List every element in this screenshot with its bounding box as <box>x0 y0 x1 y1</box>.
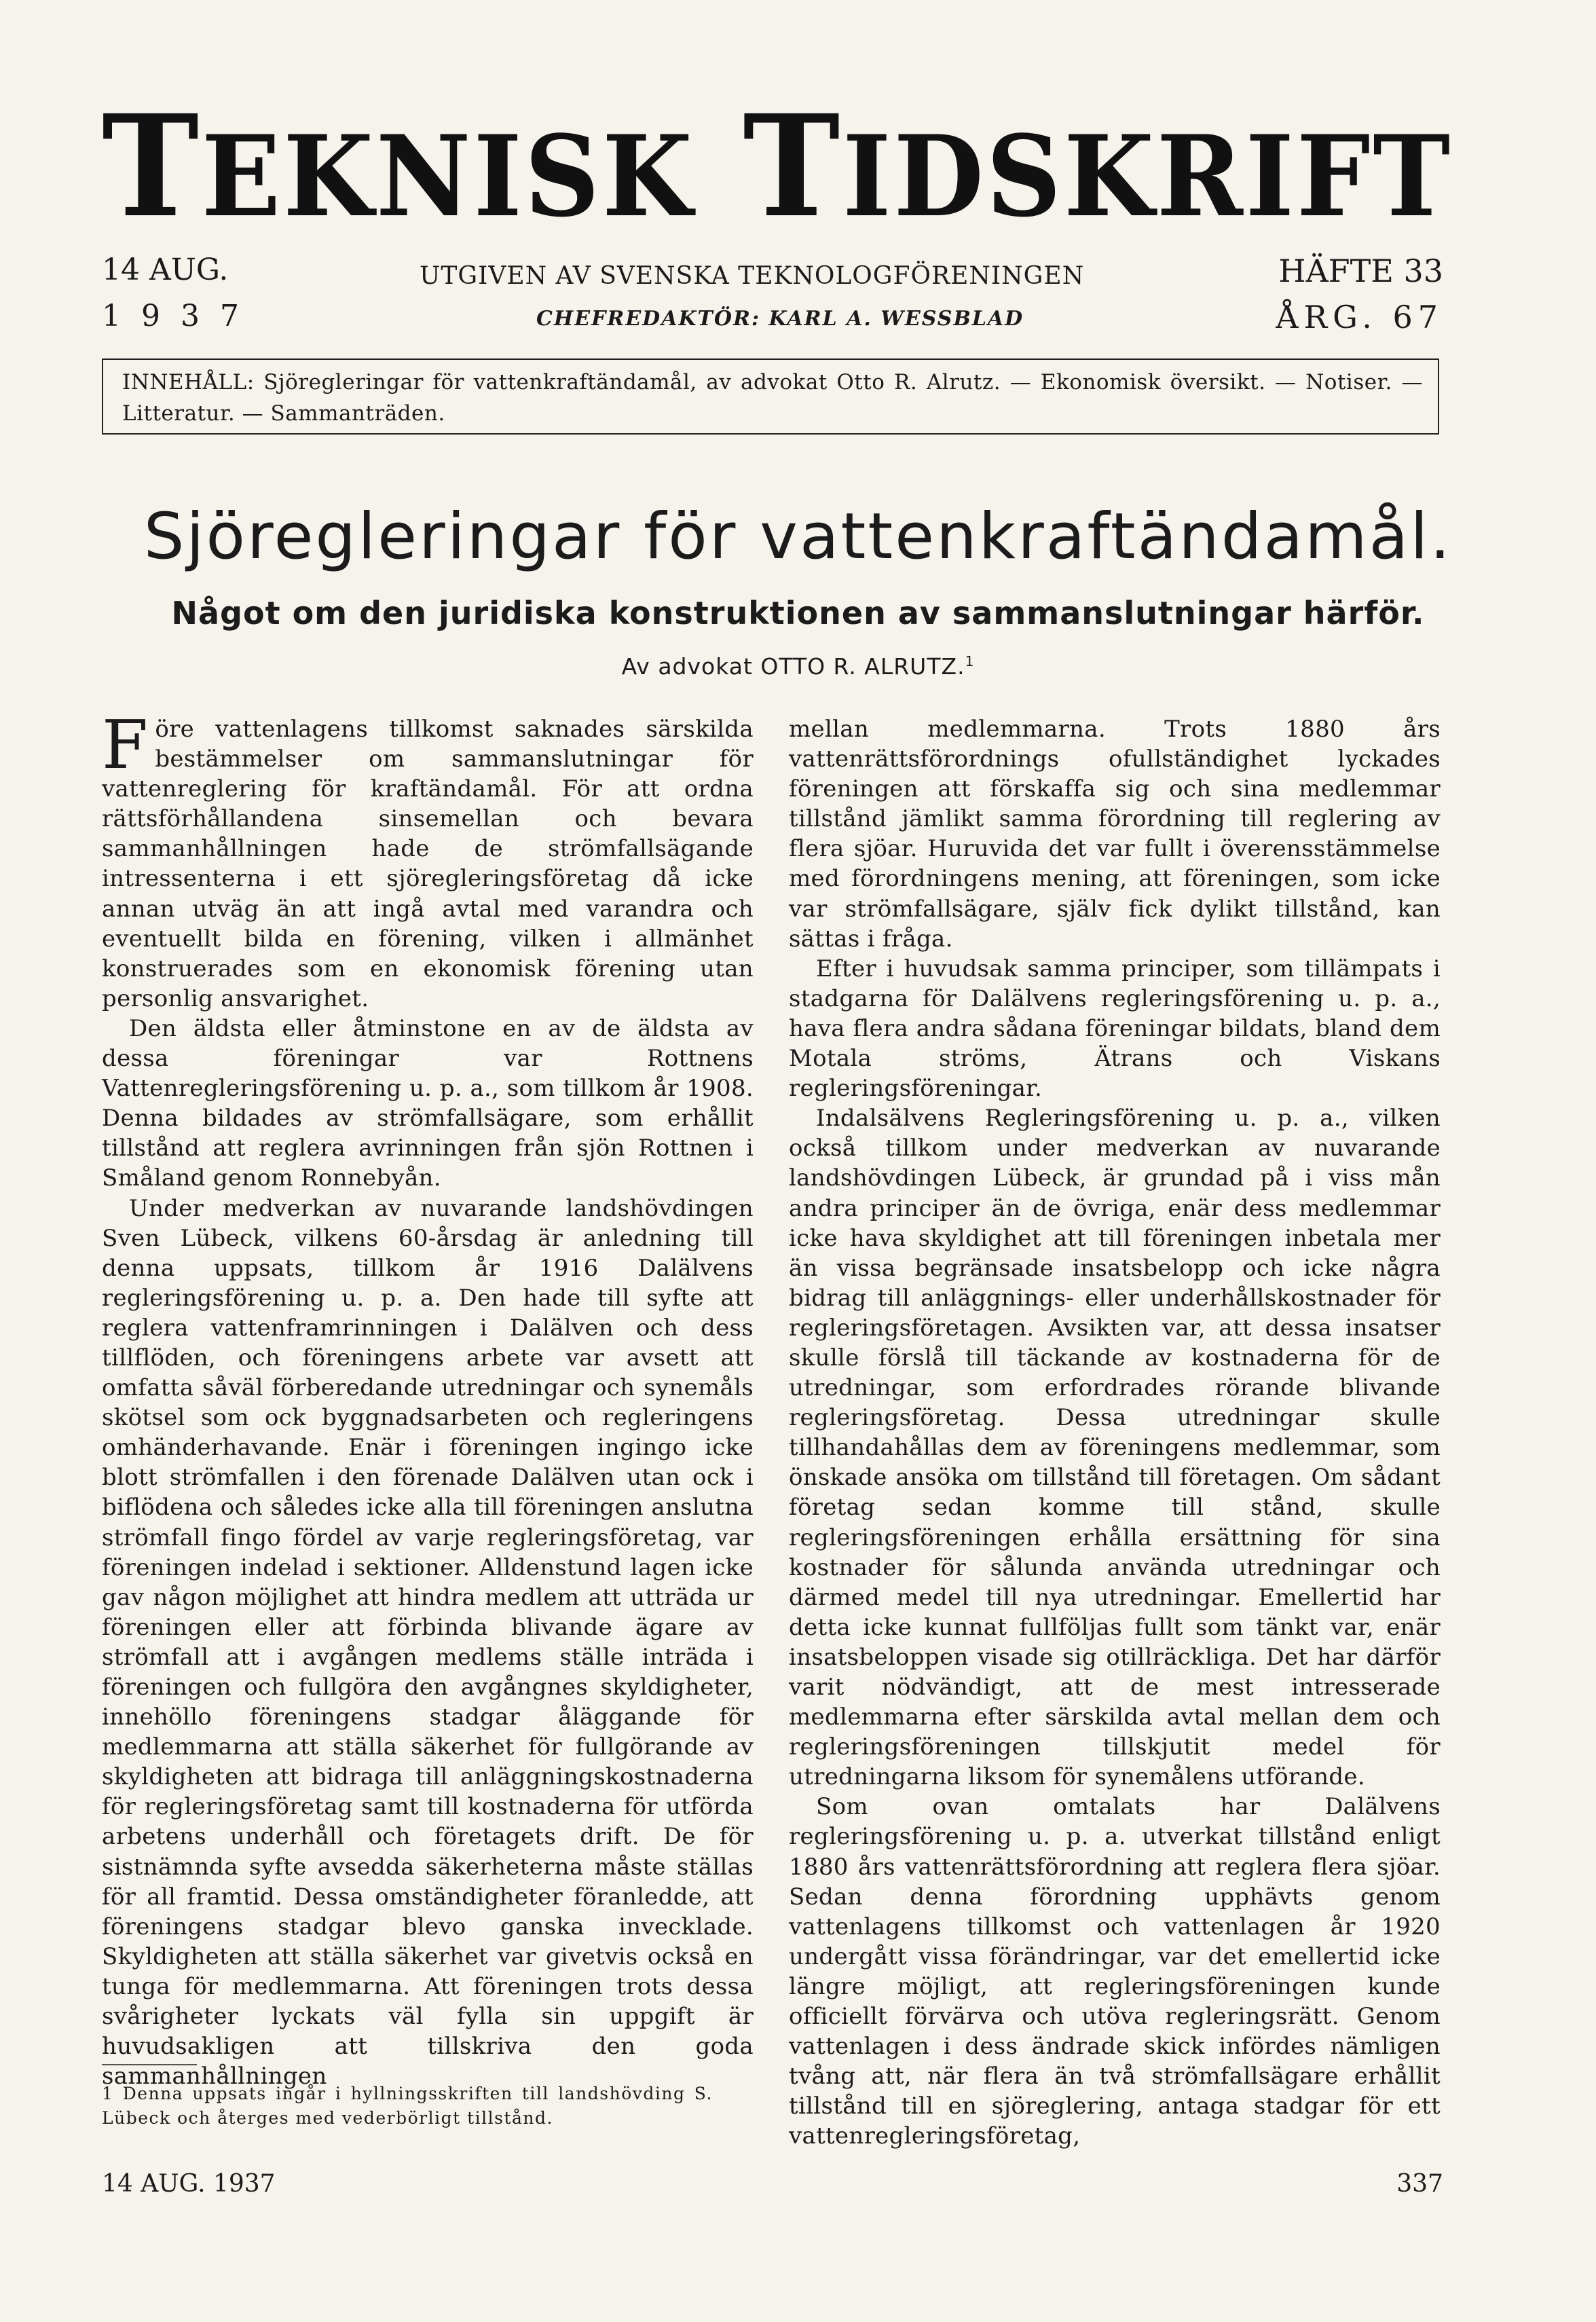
masthead-word-1: EKNISK <box>201 111 695 242</box>
drop-cap: F <box>102 707 149 784</box>
column-right <box>789 714 1441 2152</box>
issue-number: HÄFTE 33 <box>1278 253 1443 289</box>
paragraph: Efter i huvudsak samma principer, som tillämpats i stadgarna för Dalälvens regleringsförening u. p. a., hava flera andra sådana föreningar bildats, bland dem Motala ströms, Ätrans och Viskans regleringsföreningar. <box>789 955 1441 1103</box>
paragraph: Den äldsta eller åtminstone en av de äldsta av dessa föreningar var Rottnens Vattenregleringsförening u. p. a., som tillkom år 1908. Denna bildades av strömfallsägare, som erhållit tillstånd att reglera avrinningen från sjön Rottnen i Småland genom Ronnebyån. <box>102 1014 754 1192</box>
paragraph-text: öre vattenlagens tillkomst saknades särskilda bestämmelser om sammanslutningar för vattenreglering för kraftändamål. För att ordna rättsförhållandena sinsemellan och bevara sammanhållningen hade de strömfallsägande intressenterna i ett sjöregleringsföretag då icke annan utväg än att ingå avtal med varandra och eventuellt bilda en förening, vilken i allmänhet konstruerades som en ekonomisk förening utan personlig ansvarighet. <box>102 716 754 1012</box>
byline-text: Av advokat OTTO R. ALRUTZ. <box>621 653 965 680</box>
article-title: Sjöregleringar för vattenkraftändamål. <box>143 500 1453 574</box>
article-subtitle: Något om den juridiska konstruktionen av sammanslutningar härför. <box>171 595 1425 631</box>
paragraph: Indalsälvens Regleringsförening u. p. a., vilken också tillkom under medverkan av nuvarande landshövdingen Lübeck, är grundad på i viss mån andra principer än de övriga, enär dess medlemmar icke hava skyldighet att till föreningen inbetala mer än vissa begränsade insatsbelopp och icke några bidrag till anläggnings- eller underhållskostnader för regleringsföretagen. Avsikten var, att dessa insatser skulle förslå till täckande av kostnaderna för de utredningar, som erfordrades rörande blivande regleringsföretag. Dessa utredningar skulle tillhandahållas dem av föreningens medlemmar, som önskade ansöka om tillstånd till företagen. Om sådant företag sedan komme till stånd, skulle regleringsföreningen erhålla ersättning för sina kostnader för sålunda använda utredningar och därmed medel till nya utredningar. Emellertid har detta icke kunnat fullföljas fullt som tänkt var, enär insatsbeloppen visade sig otillräckliga. Det har därför varit nödvändigt, att de mest intresserade medlemmarna efter särskilda avtal mellan dem och regleringsföreningen tillskjutit medel för utredningarna liksom för synemålens utförande. <box>789 1105 1441 1791</box>
masthead-initial-1: T <box>102 84 202 248</box>
issue-date: 14 AUG. <box>102 253 229 287</box>
volume-number: ÅRG. 67 <box>1276 299 1443 335</box>
masthead-title <box>102 84 1453 248</box>
paragraph: Under medverkan av nuvarande landshövdingen Sven Lübeck, vilkens 60-årsdag är anledning till denna uppsats, tillkom år 1916 Dalälvens regleringsförening u. p. a. Den hade till syfte att reglera vattenframrinningen i Dalälven och dess tillflöden, och föreningens arbete var avsett att omfatta såväl förberedande utredningar och synemåls skötsel som ock byggnadsarbeten och regleringens omhänderhavande. Enär i föreningen ingingo icke blott strömfallen i den förenade Dalälven utan ock i biflödena och således icke alla till föreningen anslutna strömfall fingo fördel av varje regleringsföretag, var föreningen indelad i sektioner. Alldenstund lagen icke gav någon möjlighet att hindra medlem att utträda ur föreningen eller att förbinda blivande ägare av strömfall att i avgången medlems ställe inträda i föreningen och fullgöra den avgångnes skyldigheter, innehöllo föreningens stadgar åläggande för medlemmarna att ställa säkerhet för fullgörande av skyldigheten att bidraga till anläggningskostnaderna för regleringsföretag samt till kostnaderna för utförda arbetens underhåll och företagets drift. De för sistnämnda syfte avsedda säkerheterna måste ställas för all framtid. Dessa omständigheter föranledde, att föreningens stadgar blevo ganska invecklade. Skyldigheten att ställa säkerhet var givetvis också en tunga för medlemmarna. Att föreningen trots dessa svårigheter lyckats väl fylla sin uppgift är huvudsakligen att tillskriva den goda sammanhållningen <box>102 1194 754 2090</box>
paragraph: Som ovan omtalats har Dalälvens regleringsförening u. p. a. utverkat tillstånd enligt 1880 års vattenrättsförordning att reglera flera sjöar. Sedan denna förordning upphävts genom vattenlagens tillkomst och vattenlagen år 1920 undergått vissa förändringar, var det emellertid icke längre möjligt, att regleringsföreningen kunde officiellt förvärva och utöva regleringsrätt. Genom vattenlagen i dess ändrade skick infördes nämligen tvång att, när flera än två strömfallsägare erhållit tillstånd till en sjöreglering, antaga stadgar för ett vattenregleringsföretag, <box>789 1793 1441 2150</box>
table-of-contents: INNEHÅLL: Sjöregleringar för vattenkraftändamål, av advokat Otto R. Alrutz. — Ekonomisk översikt. — Notiser. — Litteratur. — Sammanträden. <box>102 358 1439 435</box>
page-number: 337 <box>1396 2170 1443 2198</box>
paragraph <box>102 707 754 1014</box>
footnote: 1 Denna uppsats ingår i hyllningsskriften till landshövding S. Lübeck och återges med vederbörligt tillstånd. <box>102 2084 713 2128</box>
issue-year: 1937 <box>102 299 259 333</box>
masthead-initial-2: T <box>743 84 843 248</box>
footnote-marker: 1 <box>965 653 975 669</box>
footer-date: 14 AUG. 1937 <box>102 2170 276 2198</box>
footnote-divider <box>102 2064 197 2065</box>
masthead-word-2: IDSKRIFT <box>842 111 1453 242</box>
paragraph: mellan medlemmarna. Trots 1880 års vattenrättsförordnings ofullständighet lyckades föreningen att förskaffa sig och sina medlemmar tillstånd jämlikt samma förordning till reglering av flera sjöar. Huruvida det var fullt i överensstämmelse med förordningens mening, att föreningen, som icke var strömfallsägare, själv fick dylikt tillstånd, kan sättas i fråga. <box>789 716 1441 953</box>
article-byline <box>0 653 1596 680</box>
editor-line: CHEFREDAKTÖR: KARL A. WESSBLAD <box>536 307 1024 331</box>
column-left <box>102 707 754 2091</box>
publisher-line: UTGIVEN AV SVENSKA TEKNOLOGFÖRENINGEN <box>420 262 1085 290</box>
